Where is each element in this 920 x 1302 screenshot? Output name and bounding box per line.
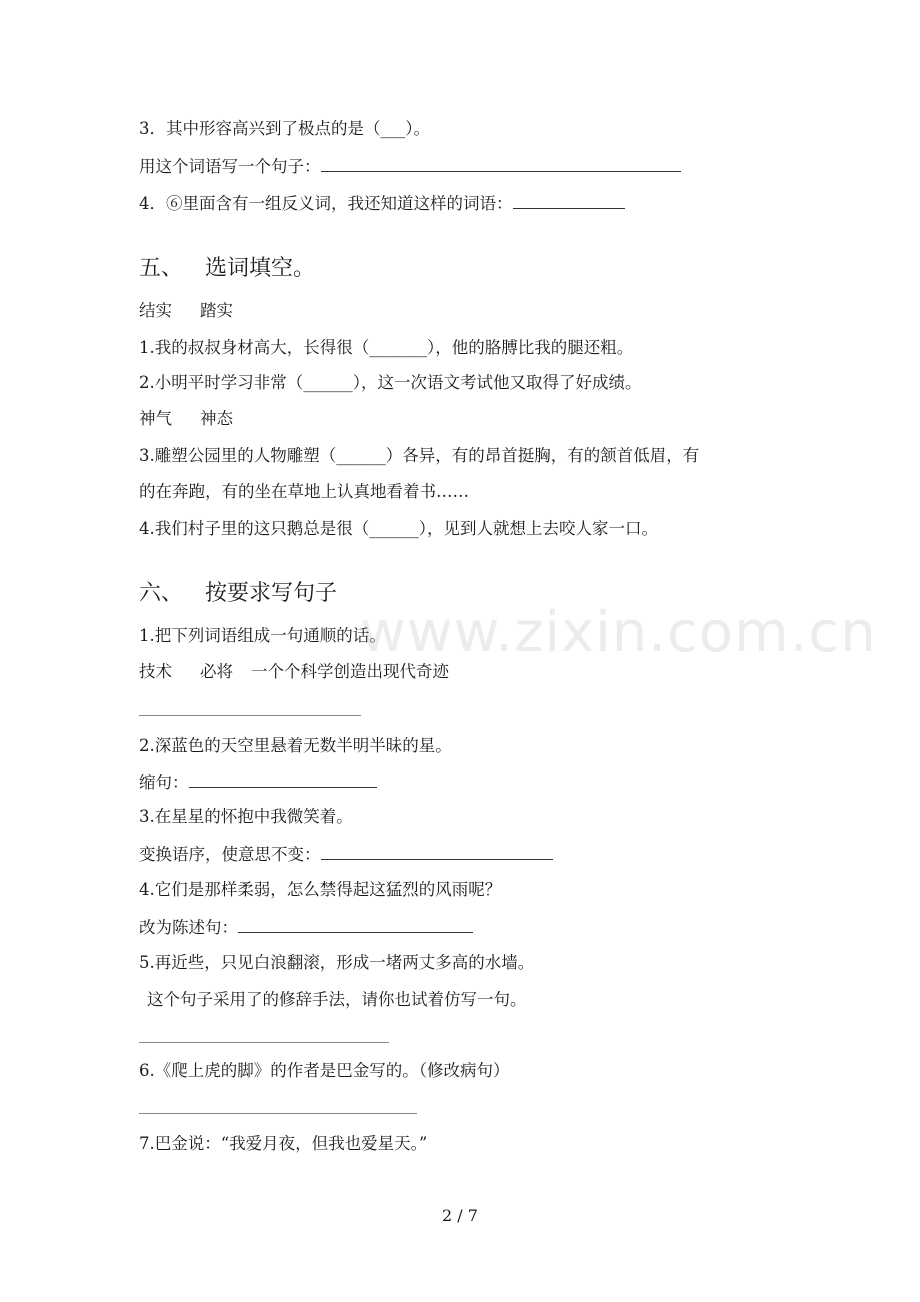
answer-blank[interactable] [321, 155, 681, 172]
word-option: 踏实 [200, 301, 233, 320]
section-5-title: 选词填空。 [205, 256, 316, 281]
section-6-heading [139, 580, 337, 608]
answer-blank[interactable] [238, 916, 473, 933]
answer-line[interactable] [139, 715, 361, 716]
question-6-3-sub [139, 843, 553, 866]
watermark: www.zixin.com.cn [360, 600, 877, 665]
question-4-3: 3．其中形容高兴到了极点的是（___）。 [139, 119, 430, 138]
question-6-3: 3.在星星的怀抱中我微笑着。 [139, 807, 353, 826]
question-6-7: 7.巴金说：“我爱月夜，但我也爱星天。” [139, 1134, 428, 1153]
question-6-1: 1.把下列词语组成一句通顺的话。 [139, 626, 386, 645]
question-6-2-sub [139, 771, 377, 794]
section-5-number: 五、 [139, 256, 184, 281]
question-5-2: 2.小明平时学习非常（______），这一次语文考试他又取得了好成绩。 [139, 373, 642, 392]
word-option: 技术 [139, 662, 172, 681]
answer-line[interactable] [139, 1113, 417, 1114]
section-5-heading [139, 255, 315, 283]
word-option: 神态 [200, 409, 233, 428]
word-option: 结实 [139, 301, 172, 320]
question-5-1: 1.我的叔叔身材高大，长得很（_______），他的胳膊比我的腿还粗。 [139, 338, 634, 357]
question-6-4-label: 改为陈述句： [139, 918, 238, 937]
page-number: 2 / 7 [442, 1206, 478, 1225]
question-6-3-label: 变换语序，使意思不变： [139, 845, 321, 864]
question-4-4-label: 4．⑥里面含有一组反义词，我还知道这样的词语： [139, 194, 513, 213]
question-6-5-sub: 这个句子采用了的修辞手法，请你也试着仿写一句。 [147, 990, 527, 1009]
word-group-1 [139, 300, 233, 322]
word-option: 神气 [139, 409, 172, 428]
word-option: 必将 [200, 662, 233, 681]
question-6-5: 5.再近些，只见白浪翻滚，形成一堵两丈多高的水墙。 [139, 953, 535, 972]
answer-blank[interactable] [321, 843, 553, 860]
answer-blank[interactable] [513, 192, 625, 209]
section-6-title: 按要求写句子 [205, 581, 338, 606]
question-6-4: 4.它们是那样柔弱，怎么禁得起这猛烈的风雨呢？ [139, 880, 502, 899]
question-4-3-sentence [139, 155, 681, 178]
question-6-6: 6.《爬上虎的脚》的作者是巴金写的。（修改病句） [139, 1061, 510, 1080]
word-group-2 [139, 408, 233, 430]
question-4-4 [139, 192, 625, 215]
question-5-4: 4.我们村子里的这只鹅总是很（______），见到人就想上去咬人家一口。 [139, 519, 658, 538]
section-6-number: 六、 [139, 581, 184, 606]
question-6-2-label: 缩句： [139, 773, 189, 792]
answer-blank[interactable] [189, 771, 377, 788]
answer-line[interactable] [139, 1042, 389, 1043]
question-6-4-sub [139, 916, 473, 939]
question-4-3-sentence-label: 用这个词语写一个句子： [139, 157, 321, 176]
question-5-3-line-1: 3.雕塑公园里的人物雕塑（______）各异，有的昂首挺胸，有的颔首低眉，有 [139, 446, 700, 465]
question-5-3-line-2: 的在奔跑，有的坐在草地上认真地看着书…… [139, 482, 469, 501]
word-option: 一个个科学创造出现代奇迹 [251, 662, 449, 681]
question-6-2: 2.深蓝色的天空里悬着无数半明半昧的星。 [139, 736, 452, 755]
